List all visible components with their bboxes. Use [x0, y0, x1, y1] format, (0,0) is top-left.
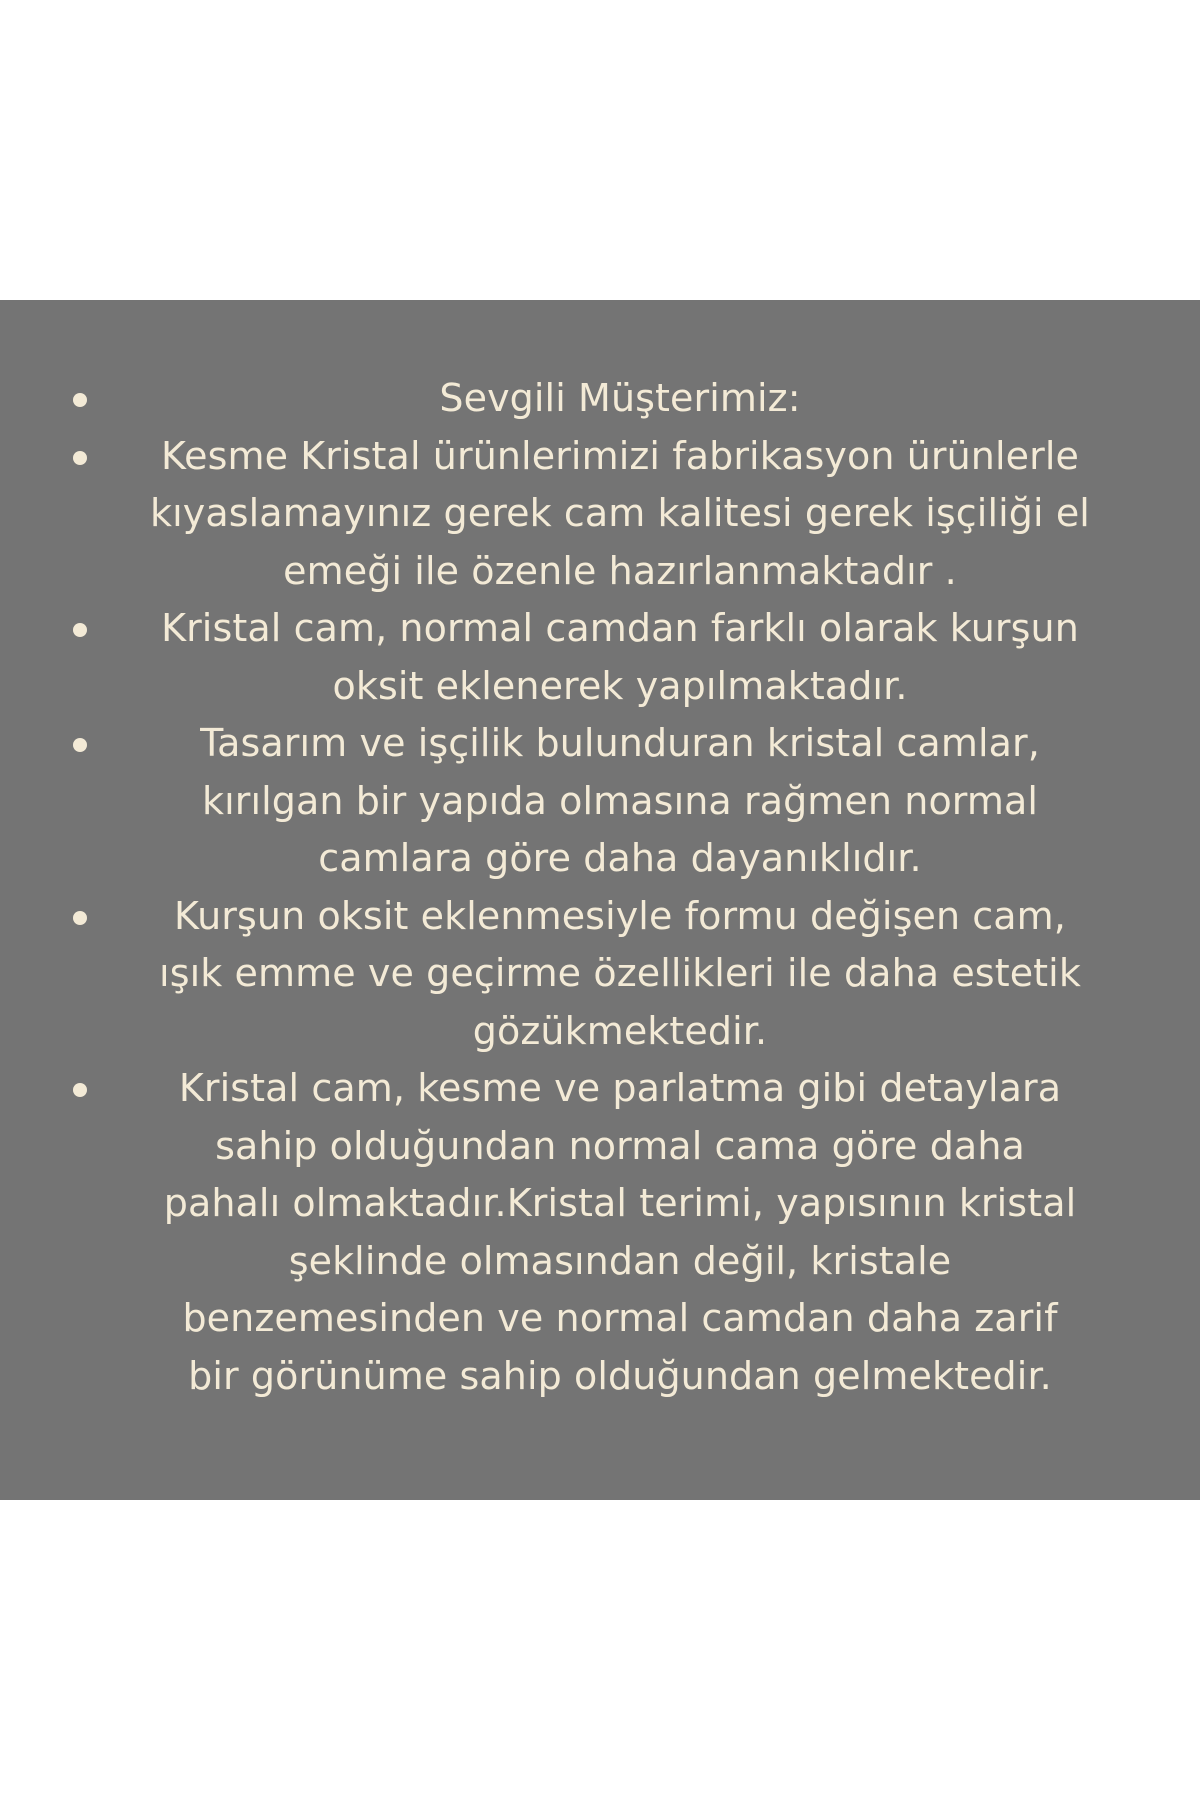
- item-line: Kesme Kristal ürünlerimizi fabrikasyon ürünlerle: [160, 433, 1079, 478]
- bullet-icon: [73, 393, 87, 407]
- item-line: emeği ile özenle hazırlanmaktadır .: [283, 548, 957, 593]
- item-line: kıyaslamayınız gerek cam kalitesi gerek işçiliği el: [150, 491, 1090, 535]
- info-list: [0, 370, 1200, 1405]
- item-line: camlara göre daha dayanıklıdır.: [318, 836, 922, 880]
- item-line: Kurşun oksit eklenmesiyle formu değişen cam,: [174, 893, 1066, 938]
- bullet-icon: [73, 451, 87, 465]
- item-line: pahalı olmaktadır.Kristal terimi, yapısının kristal: [163, 1181, 1077, 1225]
- list-item: [0, 715, 1200, 888]
- bullet-icon: [73, 623, 87, 637]
- item-line: şeklinde olmasından değil, kristale: [288, 1238, 952, 1283]
- item-line: Sevgili Müşterimiz:: [439, 376, 801, 420]
- bullet-icon: [73, 1083, 87, 1097]
- item-line: Kristal cam, normal camdan farklı olarak kurşun: [161, 606, 1079, 650]
- item-line: ışık emme ve geçirme özellikleri ile daha estetik: [159, 951, 1081, 995]
- info-panel: [0, 300, 1200, 1500]
- item-line: gözükmektedir.: [472, 1008, 768, 1053]
- list-item: [0, 1060, 1200, 1405]
- item-line: benzemesinden ve normal camdan daha zarif: [182, 1296, 1058, 1340]
- item-line: sahip olduğundan normal cama göre daha: [215, 1123, 1025, 1168]
- item-line: Tasarım ve işçilik bulunduran kristal camlar,: [200, 721, 1040, 765]
- list-item: [0, 600, 1200, 715]
- bullet-icon: [73, 911, 87, 925]
- item-line: kırılgan bir yapıda olmasına rağmen normal: [201, 778, 1039, 823]
- list-item: [0, 370, 1200, 428]
- list-item: [0, 428, 1200, 601]
- list-item: [0, 888, 1200, 1061]
- item-line: Kristal cam, kesme ve parlatma gibi detaylara: [178, 1066, 1062, 1110]
- bullet-icon: [73, 738, 87, 752]
- item-line: oksit eklenerek yapılmaktadır.: [332, 663, 908, 708]
- item-line: bir görünüme sahip olduğundan gelmektedir.: [188, 1353, 1052, 1398]
